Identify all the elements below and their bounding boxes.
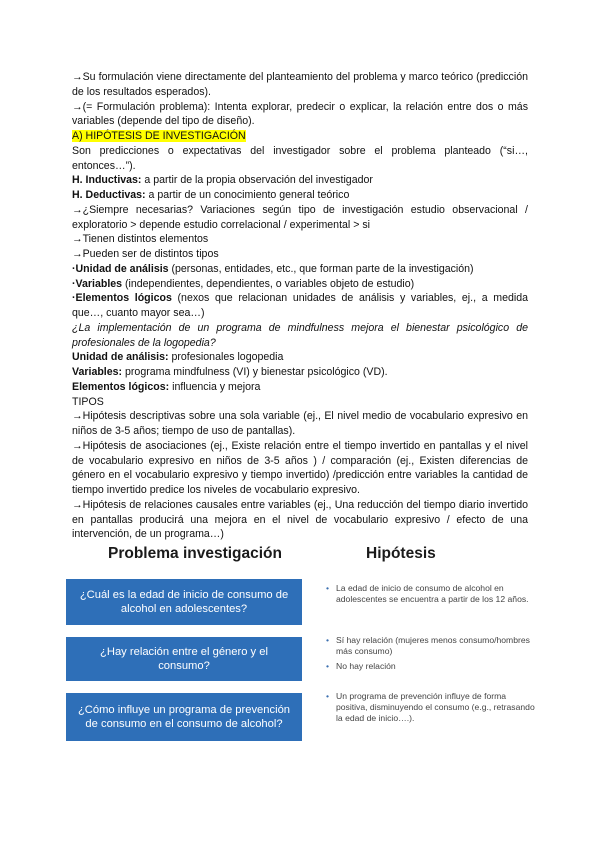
paragraph <box>72 365 528 380</box>
hypothesis-item: • La edad de inicio de consumo de alcohol en adolescentes se encuentra a partir de los 12 años. <box>336 583 536 605</box>
term-label: Variables: <box>72 366 123 378</box>
paragraph: →Hipótesis de asociaciones (ej., Existe relación entre el tiempo invertido en pantallas y el nivel de vocabulario expresivo en niños de 3-5 años ) / comparación (ej., Existen diferencias de género en el vocabulario expresivo y tiempo invertido) /predicción entre variables la cantidad de tiempo invertido predice los niveles de vocabulario expresivo. <box>72 439 528 496</box>
problem-box: ¿Hay relación entre el género y el consumo? <box>66 637 302 681</box>
term-text: (independientes, dependientes, o variables objeto de estudio) <box>122 277 415 290</box>
paragraph: Son predicciones o expectativas del investigador sobre el problema planteado (“si…, entonces…”). <box>72 144 528 172</box>
hypothesis-list <box>324 691 536 728</box>
highlighted-heading: A) HIPÓTESIS DE INVESTIGACIÓN <box>72 130 246 142</box>
term-text: (personas, entidades, etc., que forman parte de la investigación) <box>168 262 474 275</box>
paragraph <box>72 188 528 203</box>
paragraph <box>72 173 528 188</box>
paragraph <box>72 350 528 365</box>
term-text: programa mindfulness (VI) y bienestar psicológico (VD). <box>122 366 388 378</box>
term-text: influencia y mejora <box>169 380 261 393</box>
hypothesis-item: • Sí hay relación (mujeres menos consumo/hombres más consumo) <box>336 635 536 657</box>
hypothesis-list <box>324 635 536 676</box>
paragraph: →Hipótesis descriptivas sobre una sola variable (ej., El nivel medio de vocabulario expresivo en niños de 3-5 años; tiempo de uso de pantallas). <box>72 410 528 437</box>
example-question: ¿La implementación de un programa de mindfulness mejora el bienestar psicológico de profesionales de la logopedia? <box>72 321 528 349</box>
subheading: TIPOS <box>72 395 104 408</box>
paragraph: →¿Siempre necesarias? Variaciones según tipo de investigación estudio observacional / exploratorio > depende estudio correlacional / experimental > si <box>72 203 528 231</box>
term-label: H. Inductivas: <box>72 174 142 187</box>
term-text: a partir de la propia observación del investigador <box>141 174 373 187</box>
paragraph: →Hipótesis de relaciones causales entre variables (ej., Una reducción del tiempo diario invertido en pantallas producirá una mejora en el nivel de vocabulario expresivo / efecto de una intervención, de un programa…) <box>72 498 528 541</box>
hypothesis-list <box>324 583 536 609</box>
hypothesis-column-title: Hipótesis <box>366 545 436 562</box>
paragraph: →(= Formulación problema): Intenta explorar, predecir o explicar, la relación entre dos o más variables (depende del tipo de diseño). <box>72 100 528 128</box>
paragraph <box>72 277 528 292</box>
problem-column-title: Problema investigación <box>108 545 282 562</box>
problem-box: ¿Cómo influye un programa de prevención de consumo en el consumo de alcohol? <box>66 693 302 741</box>
paragraph: →Tienen distintos elementos <box>72 233 209 246</box>
hypothesis-figure <box>66 545 536 745</box>
hypothesis-item: • Un programa de prevención influye de forma positiva, disminuyendo el consumo (e.g., retrasando la edad de inicio….). <box>336 691 536 724</box>
paragraph <box>72 262 528 277</box>
paragraph: →Su formulación viene directamente del planteamiento del problema y marco teórico (predicción de los resultados esperados). <box>72 71 528 98</box>
hypothesis-item: • No hay relación <box>336 661 536 672</box>
term-label: ·Unidad de análisis <box>72 262 169 275</box>
section-heading <box>72 129 528 144</box>
problem-box: ¿Cuál es la edad de inicio de consumo de alcohol en adolescentes? <box>66 579 302 625</box>
term-text: (nexos que relacionan unidades de análisis y variables, ej., a medida que…, cuanto mayor sea…) <box>72 292 529 319</box>
term-text: a partir de un conocimiento general teórico <box>145 189 350 201</box>
body-text <box>72 70 528 542</box>
term-label: Elementos lógicos: <box>72 380 170 393</box>
term-label: ·Elementos lógicos <box>72 292 172 305</box>
paragraph: →Pueden ser de distintos tipos <box>72 248 219 260</box>
term-text: profesionales logopedia <box>168 351 284 364</box>
term-label: ·Variables <box>72 277 123 290</box>
term-label: H. Deductivas: <box>72 189 146 201</box>
paragraph <box>72 291 528 321</box>
term-label: Unidad de análisis: <box>72 351 169 364</box>
paragraph <box>72 380 528 395</box>
